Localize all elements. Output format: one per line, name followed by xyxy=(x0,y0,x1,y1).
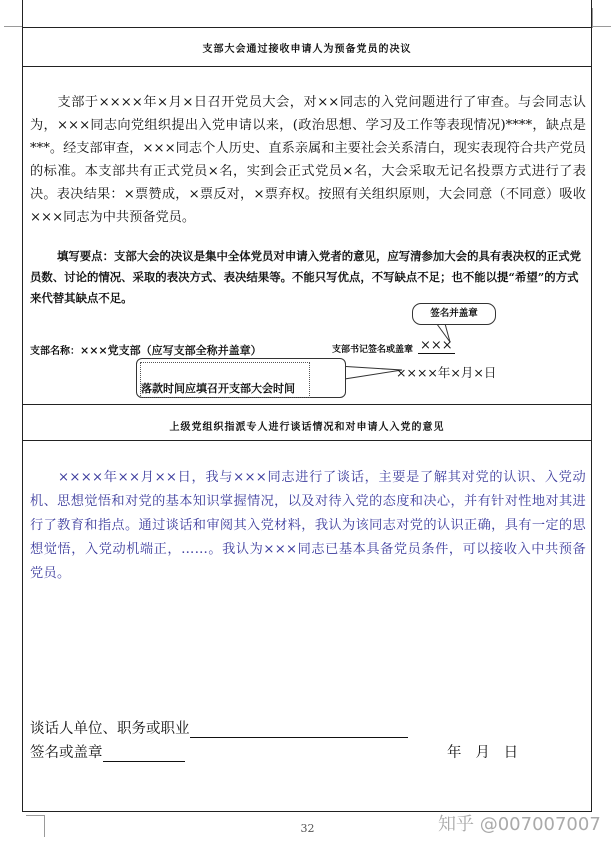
title-divider xyxy=(22,440,592,441)
callout-dotted-box xyxy=(140,362,310,398)
callout-date xyxy=(136,358,346,398)
crop-mark xyxy=(592,8,593,28)
page-number: 32 xyxy=(300,822,315,835)
talker-unit-label: 谈话人单位、职务或职业 xyxy=(30,721,190,737)
talker-sign-label: 签名或盖章 xyxy=(30,745,103,761)
talker-date: 年 月 日 xyxy=(447,745,519,761)
top-border xyxy=(22,27,592,28)
branch-label: 支部名称： xyxy=(30,346,80,357)
talker-unit-field[interactable] xyxy=(190,721,408,738)
section2-title: 上级党组织指派专人进行谈话情况和对申请人入党的意见 xyxy=(169,422,445,433)
talker-unit-row xyxy=(30,717,408,738)
crop-mark xyxy=(26,815,44,816)
watermark: 知乎 @007007007 xyxy=(438,814,601,835)
title-divider xyxy=(22,66,592,67)
callout-sign: 签名并盖章 xyxy=(412,303,496,325)
talker-sign-row xyxy=(30,741,185,762)
crop-mark xyxy=(593,26,611,27)
secretary-label: 支部书记签名或盖章 xyxy=(332,345,414,355)
section-divider xyxy=(22,404,592,405)
resolution-paragraph: 支部于××××年×月×日召开党员大会，对××同志的入党问题进行了审查。与会同志认为，×××同志向党组织提出入党申请以来，(政治思想、学习及工作等表现情况)****，缺点是***。经支部审查，×××同志个人历史、直系亲属和主要社会关系清白，现实表现符合共产党员的标准。本支部共有正式党员×名，实到会正式党员×名，大会采取无记名投票方式进行了表决。表决结果：×票赞成，×票反对，×票弃权。按照有关组织原则，大会同意（不同意）吸收×××同志为中共预备党员。 xyxy=(30,95,586,225)
signature-date: ××××年×月×日 xyxy=(396,365,497,380)
secretary-value: ××× xyxy=(420,338,453,353)
talk-opinion: ××××年××月××日，我与×××同志进行了谈话，主要是了解其对党的认识、入党动机、思想觉悟和对党的基本知识掌握情况，以及对待入党的态度和决心，并有针对性地对其进行了教育和指点。通过谈话和审阅其入党材料，我认为该同志对党的认识正确，具有一定的思想觉悟，入党动机端正，……。我认为×××同志已基本具备党员条件，可以接收入中共预备党员。 xyxy=(30,470,586,581)
section1-title: 支部大会通过接收申请人为预备党员的决议 xyxy=(202,44,412,55)
callout-date-text: 落款时间应填召开支部大会时间 xyxy=(141,382,295,395)
branch-value: ×××党支部（应写支部全称并盖章） xyxy=(80,344,262,357)
crop-mark xyxy=(4,26,22,27)
talker-sign-field[interactable] xyxy=(103,745,185,762)
filling-note: 填写要点：支部大会的决议是集中全体党员对申请入党者的意见，应写清参加大会的具有表决权的正式党员数、讨论的情况、采取的表决方式、表决结果等。不能只写优点，不写缺点不足；也不能以提“希望”的方式来代替其缺点不足。 xyxy=(30,249,581,305)
